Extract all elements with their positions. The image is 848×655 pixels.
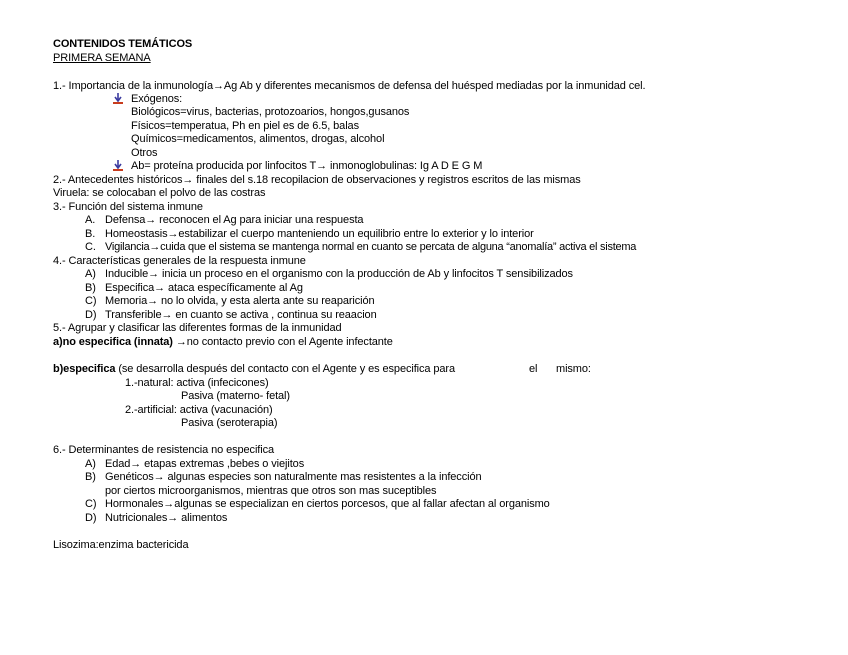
list-item: Especifica→ ataca específicamente al Ag [105, 282, 303, 294]
fisicos-line: Físicos=temperatua, Ph en piel es de 6.5, balas [131, 120, 359, 132]
list-marker: C) [85, 295, 97, 307]
arrow-bullet-icon [112, 160, 124, 172]
section-5-title: 5.- Agrupar y clasificar las diferentes formas de la inmunidad [53, 322, 342, 334]
section-1-intro: 1.- Importancia de la inmunología→Ag Ab y diferentes mecanismos de defensa del huésped mediadas por la inmunidad cel. [53, 80, 646, 92]
especifica-label: b)especifica [53, 363, 116, 375]
list-item: Nutricionales→ alimentos [105, 512, 228, 524]
list-marker: C. [85, 241, 96, 253]
list-marker: B) [85, 471, 96, 483]
list-marker: A) [85, 458, 96, 470]
section-6-title: 6.- Determinantes de resistencia no especifica [53, 444, 275, 456]
lisozima-line: Lisozima:enzima bactericida [53, 539, 189, 551]
document-title: CONTENIDOS TEMÁTICOS [53, 38, 193, 50]
list-item: Edad→ etapas extremas ,bebes o viejitos [105, 458, 305, 470]
list-item: Inducible→ inicia un proceso en el organismo con la producción de Ab y linfocitos T sensibilizados [105, 268, 573, 280]
section-2-line: 2.- Antecedentes históricos→ finales del s.18 recopilacion de observaciones y registros escritos de las mismas [53, 174, 581, 186]
section-3-title: 3.- Función del sistema inmune [53, 201, 203, 213]
list-marker: C) [85, 498, 97, 510]
list-marker: B. [85, 228, 96, 240]
innata-text: →no contacto previo con el Agente infectante [172, 336, 393, 348]
list-item: Memoria→ no lo olvida, y esta alerta ante su reaparición [105, 295, 375, 307]
list-item: Genéticos→ algunas especies son naturalmente mas resistentes a la infección [105, 471, 482, 483]
list-item-continuation: por ciertos microorganismos, mientras que otros son mas suceptibles [105, 485, 437, 497]
natural-line: 1.-natural: activa (infecicones) [125, 377, 269, 389]
list-item: Transferible→ en cuanto se activa , continua su reaacion [105, 309, 377, 321]
viruela-line: Viruela: se colocaban el polvo de las costras [53, 187, 266, 199]
natural-pasiva-line: Pasiva (materno- fetal) [181, 390, 290, 402]
list-item: Hormonales→algunas se especializan en ciertos porcesos, que al fallar afectan al organismo [105, 498, 550, 510]
section-4-title: 4.- Características generales de la respuesta inmune [53, 255, 306, 267]
list-marker: A) [85, 268, 96, 280]
exogenos-label: Exógenos: [131, 93, 183, 105]
list-marker: A. [85, 214, 96, 226]
quimicos-line: Químicos=medicamentos, alimentos, drogas, alcohol [131, 133, 385, 145]
especifica-mismo: mismo: [556, 363, 591, 375]
arrow-bullet-icon [112, 93, 124, 105]
week-subtitle: PRIMERA SEMANA [53, 52, 151, 64]
especifica-line [53, 363, 455, 376]
list-item: Homeostasis→estabilizar el cuerpo manteniendo un equilibrio entre lo exterior y lo interior [105, 228, 534, 240]
artificial-line: 2.-artificial: activa (vacunación) [125, 404, 273, 416]
innata-line [53, 336, 393, 349]
list-item: Defensa→ reconocen el Ag para iniciar una respuesta [105, 214, 364, 226]
innata-label: a)no especifica (innata) [53, 336, 173, 348]
especifica-text: (se desarrolla después del contacto con el Agente y es especifica para [115, 363, 456, 375]
list-marker: D) [85, 512, 97, 524]
list-marker: B) [85, 282, 96, 294]
list-item: Vigilancia→cuida que el sistema se mantenga normal en cuanto se percata de alguna “anomalía” activa el sistema [105, 241, 637, 253]
biologicos-line: Biológicos=virus, bacterias, protozoarios, hongos,gusanos [131, 106, 410, 118]
especifica-el: el [529, 363, 538, 375]
list-marker: D) [85, 309, 97, 321]
ab-line: Ab= proteína producida por linfocitos T→ inmonoglobulinas: Ig A D E G M [131, 160, 483, 172]
artificial-pasiva-line: Pasiva (seroterapia) [181, 417, 278, 429]
otros-line: Otros [131, 147, 158, 159]
